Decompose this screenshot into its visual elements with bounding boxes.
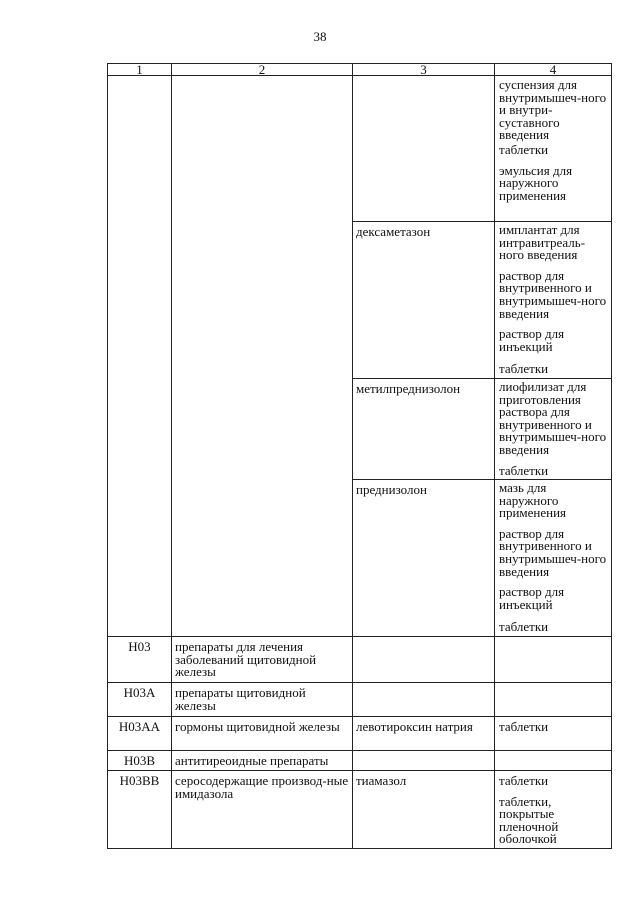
dosage-form: раствор для внутривенного и внутримышеч-ного введения xyxy=(499,267,607,321)
forms-cell xyxy=(495,378,612,479)
forms-cell xyxy=(495,637,612,683)
code-cell-continued xyxy=(108,76,172,637)
dosage-form: лиофилизат для приготовления раствора для внутривенного и внутримышеч-ного введения xyxy=(499,378,607,457)
atc-code: H03A xyxy=(108,683,172,717)
column-header-1: 1 xyxy=(108,64,172,76)
substance-cell xyxy=(353,637,495,683)
atc-code: H03 xyxy=(108,637,172,683)
atc-code: H03B xyxy=(108,751,172,771)
forms-cell xyxy=(495,717,612,751)
dosage-form: раствор для инъекций xyxy=(499,326,565,354)
forms-cell xyxy=(495,751,612,771)
group-name: антитиреоидные препараты xyxy=(172,751,353,771)
table-row xyxy=(108,717,612,751)
atc-code: H03AA xyxy=(108,717,172,751)
substance-cell: дексаметазон xyxy=(353,222,495,379)
substance-cell: преднизолон xyxy=(353,480,495,637)
substance-cell: левотироксин натрия xyxy=(353,717,495,751)
dosage-form: суспензия для внутримышеч-ного и внутри-суставного введения xyxy=(499,77,607,143)
table-row xyxy=(108,76,612,222)
dosage-form: раствор для инъекций xyxy=(499,584,565,612)
column-header-3: 3 xyxy=(353,64,495,76)
dosage-form: таблетки xyxy=(499,141,549,157)
column-header-2: 2 xyxy=(172,64,353,76)
dosage-form: раствор для внутривенного и внутримышеч-ного введения xyxy=(499,525,607,579)
dosage-form: таблетки xyxy=(499,773,549,789)
forms-cell xyxy=(495,480,612,637)
atc-code: H03BB xyxy=(108,771,172,849)
dosage-form: таблетки xyxy=(499,361,549,377)
medicines-table xyxy=(107,63,612,849)
dosage-form: таблетки xyxy=(499,719,549,735)
group-name: серосодержащие производ-ные имидазола xyxy=(172,771,353,849)
dosage-form: таблетки xyxy=(499,619,549,635)
substance-cell: метилпреднизолон xyxy=(353,378,495,479)
forms-cell xyxy=(495,222,612,379)
forms-cell xyxy=(495,76,612,222)
name-cell-continued xyxy=(172,76,353,637)
group-name: препараты для лечения заболеваний щитовидной железы xyxy=(172,637,353,683)
dosage-form: мазь для наружного применения xyxy=(499,480,567,521)
group-name: гормоны щитовидной железы xyxy=(172,717,353,751)
table-row xyxy=(108,683,612,717)
table-header xyxy=(108,64,612,76)
dosage-form: таблетки xyxy=(499,462,549,478)
table-row xyxy=(108,771,612,849)
column-header-4: 4 xyxy=(495,64,612,76)
forms-cell xyxy=(495,683,612,717)
table-row xyxy=(108,751,612,771)
dosage-form: эмульсия для наружного применения xyxy=(499,162,573,203)
substance-cell xyxy=(353,683,495,717)
substance-cell xyxy=(353,751,495,771)
dosage-form: имплантат для интравитреаль-ного введения xyxy=(499,222,586,263)
table-row xyxy=(108,637,612,683)
substance-cell-continued xyxy=(353,76,495,222)
group-name: препараты щитовидной железы xyxy=(172,683,353,717)
substance-cell: тиамазол xyxy=(353,771,495,849)
forms-cell xyxy=(495,771,612,849)
page-number: 38 xyxy=(313,29,327,44)
dosage-form: таблетки, покрытые пленочной оболочкой xyxy=(499,793,559,847)
